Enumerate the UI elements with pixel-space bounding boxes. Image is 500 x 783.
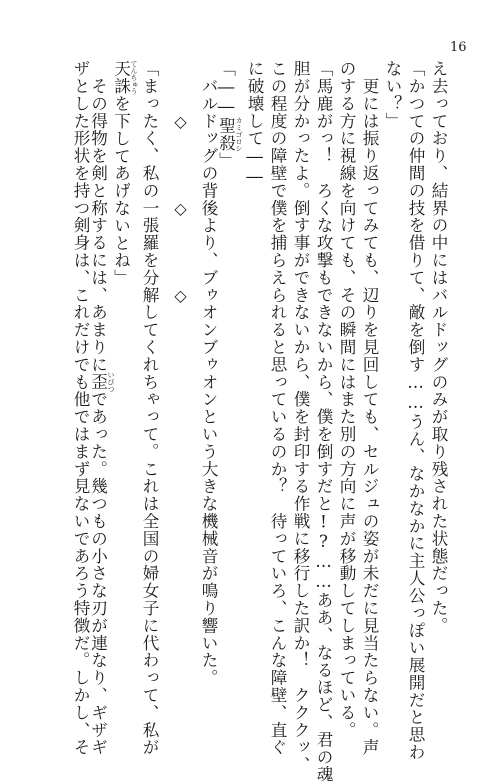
ruby-tenchuu: てんちゅう: [130, 60, 138, 95]
text-line: 「馬鹿がっ！ ろくな攻撃もできないから、僕を倒すだと!?……ああ、なるほど、君の魂: [314, 60, 333, 783]
section-break: ◇ ◇ ◇: [171, 112, 190, 331]
page-number: 16: [450, 40, 467, 55]
text-line: 胆が分かったよ。倒す事ができないから、僕を封印する作戦に移行した訳か！ クククッ、: [291, 60, 310, 774]
text-line: に破壊して――: [245, 60, 264, 187]
text-line: バルドッグの背後より、ブゥオンブゥオンという大きな機械音が鳴り響いた。: [199, 60, 218, 687]
text-line-with-ruby: 天誅 てんちゅうを下してあげないとね」: [111, 60, 138, 287]
ruby-kamigoroshi: カミゴロシ: [235, 116, 243, 152]
text-line: ない？」: [383, 60, 402, 130]
ruby-ibitsu: いびつ: [107, 371, 115, 393]
text-line: この程度の障壁で僕を捕らえられると思っているのか？ 待っていろ、こんな障壁、直ぐ: [268, 60, 287, 756]
text-line: 更には振り返ってみても、辺りを見回しても、セルジュの姿が未だに見当たらない。声: [360, 60, 379, 756]
text-line: え去っており、結界の中にはバルドッグのみが取り残された状態だった。: [429, 60, 448, 635]
text-line-with-ruby: 「――聖殺 カミゴロシ」: [216, 60, 243, 170]
text-line: 「かつての仲間の技を借りて、敵を倒す……うん、なかなかに主人公っぽい展開だと思わ: [406, 60, 425, 761]
text-line: 「まったく、私の一張羅を分解してくれちゃって。これは全国の婦女子に代わって、私が: [140, 60, 159, 756]
text-line: のする方に視線を向けても、その瞬間にはまた別の方向に声が移動してしまっている。: [337, 60, 356, 739]
text-line-with-ruby: その得物を剣と称するには、あまりに歪 いびつであった。幾つもの小さな刃が連なり、ギザギ: [88, 60, 115, 757]
text-line: ザとした形状を持つ剣身は、これだけでも他ではまず見ないであろう特徴だ。しかし、そ: [71, 60, 90, 756]
